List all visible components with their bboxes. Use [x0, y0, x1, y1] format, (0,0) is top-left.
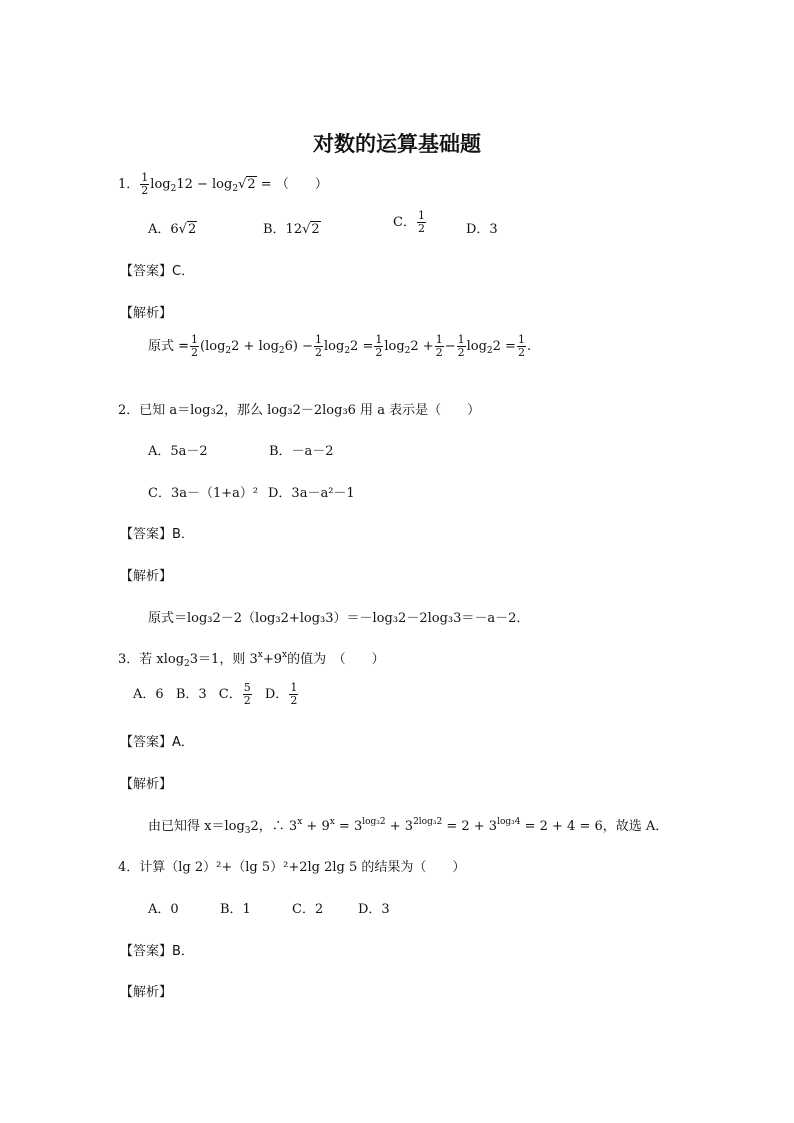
question-4-stem: 4．计算（lg 2）²+（lg 5）²+2lg 2lg 5 的结果为（ ） [118, 860, 466, 875]
q3-option-d: D． $\frac{1}{2}$ [264, 681, 298, 707]
q3-option-b: B．3 [175, 687, 207, 702]
q3-options [133, 682, 299, 707]
q4-answer: 【答案】B． [120, 944, 194, 959]
question-3-stem: 3．若 xlog$_2$3＝1，则 $3^x+9^x$的值为 （ ） [118, 650, 385, 669]
q2-option-d: D．3a－a²－1 [268, 486, 355, 501]
q1-option-d: D．3 [466, 222, 498, 237]
question-2-stem: 2．已知 a＝log₃2，那么 log₃2－2log₃6 用 a 表示是（ ） [118, 403, 481, 418]
q1-option-a: A．6√2 [148, 222, 197, 237]
question-1-stem: 1． $\frac{1}{2}$ $\log_212 - \log_2√2$ = （ ） [118, 171, 328, 197]
q4-option-d: D．3 [358, 902, 390, 917]
q2-option-b: B．－a－2 [269, 444, 334, 459]
q3-analysis-label: 【解析】 [120, 777, 173, 792]
q1-solution: 原式 = $\frac{1}{2}$ $(\log_22 + \log_26)$ − $\frac{1}{2}$ $\log_22$ = $\frac{1}{2}$ $\log_22$ + $\frac{1}{2}$ − $\frac{1}{2}$ $\log_22$ = $\frac{1}{2}$ . [148, 333, 532, 359]
q1-option-b: B．12√2 [263, 222, 320, 237]
q3-option-c: C． $\frac{5}{2}$ [218, 681, 251, 707]
q3-solution: 由已知得 $x=\log_32$，∴ $3^x + 9^x = 3^{log_32} + 3^{2log_32} = 2 + 3^{log_34} = 2 + 4 = 6$，故选 A． [148, 817, 669, 836]
q2-answer: 【答案】B． [120, 527, 194, 542]
q1-option-c: C． $\frac{1}{2}$ [393, 209, 425, 235]
q3-option-a: A．6 [133, 687, 164, 702]
q1-analysis-label: 【解析】 [120, 306, 173, 321]
q4-option-a: A．0 [148, 902, 179, 917]
q4-option-c: C．2 [292, 902, 324, 917]
q2-option-c: C．3a－（1+a）² [148, 486, 259, 501]
question-number: 1． [118, 177, 140, 192]
q4-option-b: B．1 [220, 902, 251, 917]
page-title: 对数的运算基础题 [313, 132, 481, 156]
q3-answer: 【答案】A． [120, 735, 194, 750]
fraction: $\frac{1}{2}$ [141, 171, 149, 197]
q4-analysis-label: 【解析】 [120, 985, 173, 1000]
q1-answer: 【答案】C． [120, 264, 195, 279]
q2-analysis-label: 【解析】 [120, 569, 173, 584]
q2-option-a: A．5a－2 [148, 444, 208, 459]
q2-solution: 原式＝log₃2－2（log₃2+log₃3）＝－log₃2－2log₃3＝－a－2． [148, 611, 530, 626]
sqrt: √2 [238, 177, 256, 192]
